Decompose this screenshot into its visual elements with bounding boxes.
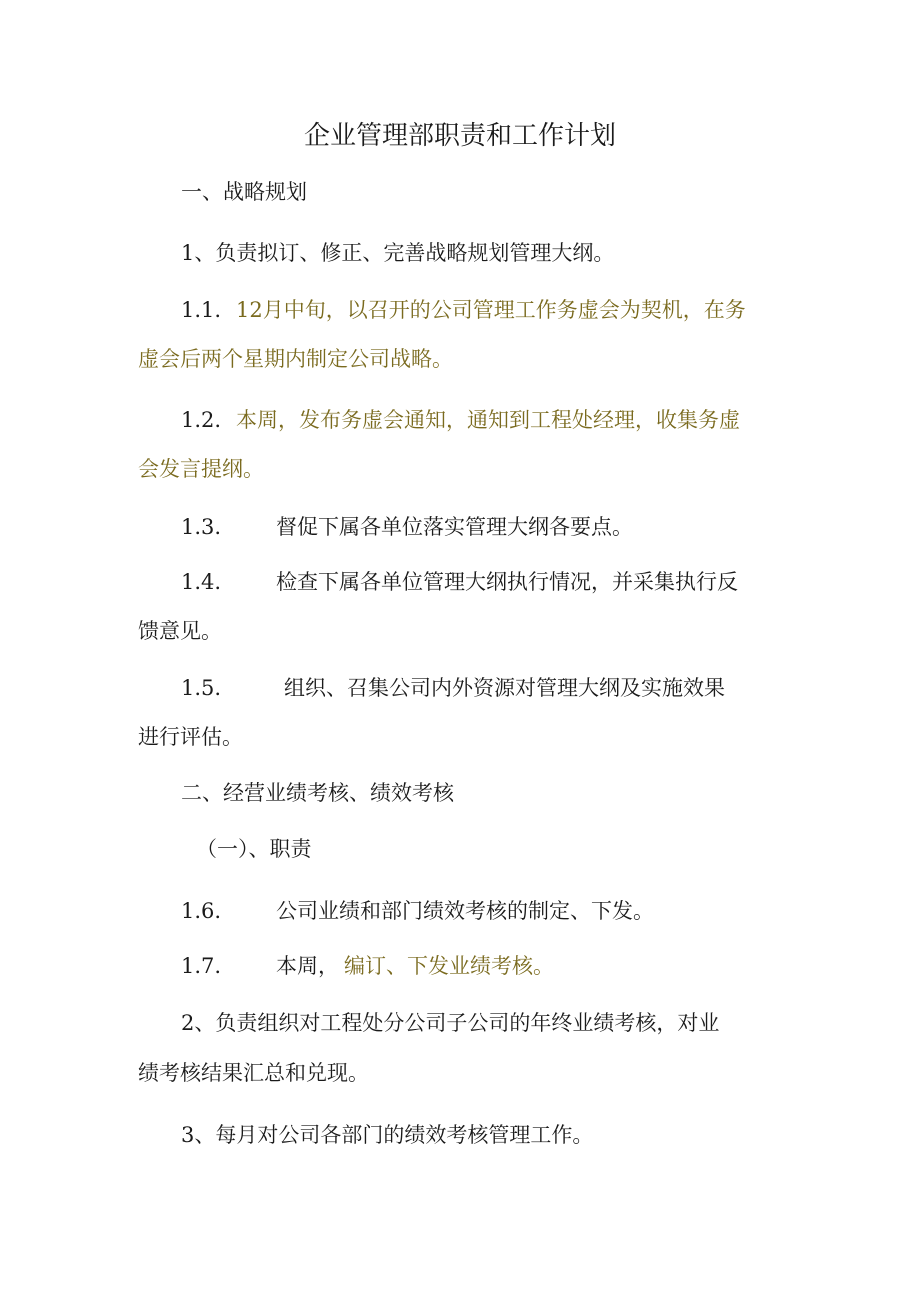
item-2-line1: 2、负责组织对工程处分公司子公司的年终业绩考核，对业 bbox=[181, 1011, 720, 1035]
item-3: 3、每月对公司各部门的绩效考核管理工作。 bbox=[181, 1123, 594, 1147]
section-heading-strategy: 一、战略规划 bbox=[181, 180, 307, 204]
item-1-4-line1: 检查下属各单位管理大纲执行情况，并采集执行反 bbox=[276, 570, 738, 594]
item-1-2-line2: 会发言提纲。 bbox=[138, 457, 264, 481]
item-number: 1.4. bbox=[181, 570, 222, 594]
item-number: 1.3. bbox=[181, 515, 222, 539]
item-number: 1.2. bbox=[181, 408, 222, 432]
item-number: 1.6. bbox=[181, 899, 222, 923]
item-1-4-line2: 馈意见。 bbox=[138, 619, 222, 643]
paragraph-item-1: 1、负责拟订、修正、完善战略规划管理大纲。 bbox=[181, 241, 615, 265]
item-number: 1.7. bbox=[181, 954, 222, 978]
section-heading-performance: 二、经营业绩考核、绩效考核 bbox=[181, 781, 454, 805]
document-title: 企业管理部职责和工作计划 bbox=[303, 121, 616, 151]
item-1-2-line1: 本周，发布务虚会通知，通知到工程处经理，收集务虚 bbox=[236, 408, 740, 432]
item-2-line2: 绩考核结果汇总和兑现。 bbox=[138, 1061, 369, 1085]
subsection-heading-duties: （一）、职责 bbox=[196, 837, 312, 861]
item-1-1-line1: 12月中旬，以召开的公司管理工作务虚会为契机，在务 bbox=[236, 298, 746, 322]
item-1-5-line2: 进行评估。 bbox=[138, 725, 243, 749]
item-1-5-line1: 组织、召集公司内外资源对管理大纲及实施效果 bbox=[284, 676, 725, 700]
item-number: 1.1. bbox=[181, 298, 222, 322]
item-1-7-prefix: 本周， bbox=[276, 954, 339, 978]
item-1-7-line1: 编订、下发业绩考核。 bbox=[344, 954, 554, 978]
item-1-1-line2: 虚会后两个星期内制定公司战略。 bbox=[138, 347, 453, 371]
item-1-3-line1: 督促下属各单位落实管理大纲各要点。 bbox=[276, 515, 633, 539]
item-1-6-line1: 公司业绩和部门绩效考核的制定、下发。 bbox=[276, 899, 654, 923]
item-number: 1.5. bbox=[181, 676, 222, 700]
